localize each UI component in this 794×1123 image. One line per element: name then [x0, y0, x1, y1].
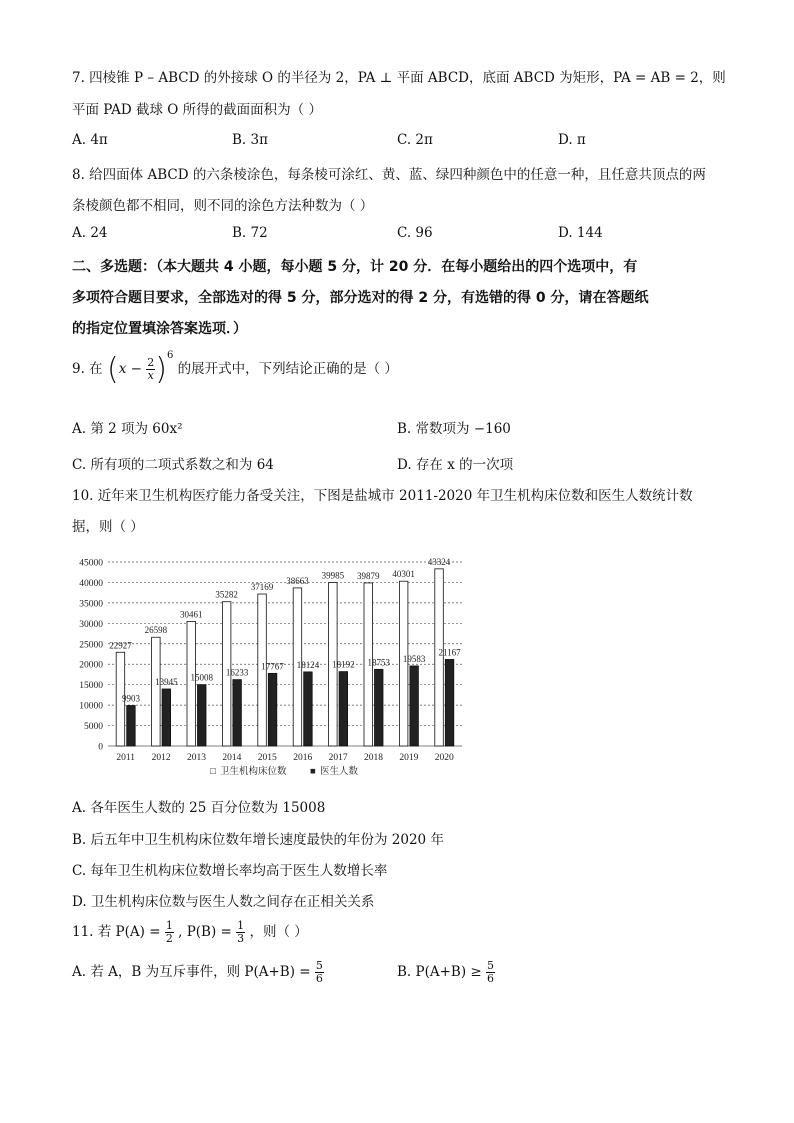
- bar-doctors: [198, 685, 207, 746]
- q9-frac-num: 2: [147, 356, 155, 369]
- legend-marker: □: [210, 767, 216, 777]
- bar-doctors: [339, 672, 348, 746]
- q7-line1: 7. 四棱锥 P – ABCD 的外接球 O 的半径为 2，PA ⊥ 平面 ABCD，底面 ABCD 为矩形，PA = AB = 2，则: [72, 70, 726, 86]
- q9-prefix: 9. 在: [72, 361, 103, 377]
- q8-option-a: A. 24: [72, 225, 108, 241]
- y-tick-label: 15000: [79, 681, 103, 692]
- chart-bars: [109, 557, 461, 746]
- q11-option-a-text: A. 若 A，B 为互斥事件，则 P(A+B) =: [72, 964, 311, 980]
- x-tick-label: 2018: [364, 753, 383, 763]
- bar-label-doctors: 16233: [225, 667, 249, 678]
- q11-option-a: [72, 960, 324, 985]
- bar-label-beds: 43324: [427, 556, 451, 567]
- bar-label-beds: 38663: [286, 575, 309, 586]
- bar-label-doctors: 21167: [438, 647, 461, 658]
- x-tick-label: 2016: [293, 753, 313, 763]
- q11-mid: , P(B) =: [178, 924, 232, 940]
- q8-line2: 条棱颜色都不相同，则不同的涂色方法种数为（ ）: [72, 198, 374, 214]
- q9-exponent: 6: [166, 349, 174, 361]
- bar-doctors: [162, 689, 171, 746]
- q10-line2: 据，则（ ）: [72, 519, 144, 535]
- q9-option-a: A. 第 2 项为 60x²: [72, 421, 183, 437]
- bar-label-doctors: 15008: [190, 672, 213, 683]
- bar-label-doctors: 18192: [332, 659, 355, 670]
- q10-option-a: A. 各年医生人数的 25 百分位数为 15008: [72, 800, 326, 816]
- q8-line1: 8. 给四面体 ABCD 的六条棱涂色，每条棱可涂红、黄、蓝、绿四种颜色中的任意一种，且任意共顶点的两: [72, 167, 706, 183]
- bar-label-doctors: 9903: [121, 693, 140, 704]
- bar-chart: [70, 552, 470, 780]
- section2-line3: 的指定位置填涂答案选项．）: [72, 321, 247, 337]
- q11-option-b-den: 6: [487, 972, 495, 985]
- y-tick-label: 35000: [79, 599, 103, 610]
- q8-option-d: D. 144: [558, 225, 603, 241]
- bar-label-doctors: 19583: [402, 653, 426, 664]
- bar-doctors: [268, 673, 277, 746]
- y-tick-label: 0: [98, 742, 103, 753]
- y-tick-label: 30000: [79, 619, 103, 630]
- bar-label-beds: 30461: [180, 609, 203, 620]
- q9-option-d: D. 存在 x 的一次项: [397, 457, 514, 473]
- legend-marker: ■: [310, 767, 316, 777]
- q11-pa-fraction: [165, 920, 174, 945]
- q8-option-c: C. 96: [397, 225, 433, 241]
- y-tick-label: 25000: [79, 640, 103, 651]
- legend-label: 卫生机构床位数: [220, 767, 287, 777]
- bar-label-beds: 22927: [109, 640, 132, 651]
- q10-option-c: C. 每年卫生机构床位数增长率均高于医生人数增长率: [72, 863, 388, 879]
- q7-option-b: B. 3π: [232, 132, 268, 148]
- q11-option-b-num: 5: [487, 959, 495, 972]
- y-tick-label: 5000: [84, 722, 103, 733]
- q11-stem: [72, 920, 308, 945]
- bar-doctors: [410, 666, 419, 746]
- y-tick-label: 20000: [79, 660, 103, 671]
- q8-option-b: B. 72: [232, 225, 268, 241]
- q11-option-b-fraction: [486, 960, 495, 985]
- bar-label-doctors: 17767: [261, 661, 284, 672]
- y-tick-label: 45000: [79, 558, 103, 569]
- bar-label-beds: 39879: [357, 570, 380, 581]
- q11-option-a-den: 6: [315, 972, 323, 985]
- x-tick-label: 2013: [187, 753, 206, 763]
- q11-pa-num: 1: [165, 919, 173, 932]
- bar-beds: [152, 637, 161, 746]
- q9-option-c: C. 所有项的二项式系数之和为 64: [72, 457, 274, 473]
- q9-suffix: 的展开式中，下列结论正确的是（ ）: [177, 361, 398, 377]
- y-tick-label: 10000: [79, 701, 103, 712]
- q9-frac-den: x: [147, 369, 154, 382]
- q11-suffix: ，则（ ）: [249, 924, 308, 940]
- q10-option-d: D. 卫生机构床位数与医生人数之间存在正相关关系: [72, 894, 375, 910]
- q11-option-a-num: 5: [315, 959, 323, 972]
- bar-beds: [187, 621, 196, 746]
- q9-right-paren: ): [155, 352, 167, 387]
- q10-line1: 10. 近年来卫生机构医疗能力备受关注，下图是盐城市 2011-2020 年卫生机构床位数和医生人数统计数: [72, 488, 693, 504]
- bar-doctors: [304, 672, 313, 746]
- q10-option-b: B. 后五年中卫生机构床位数年增长速度最快的年份为 2020 年: [72, 832, 444, 848]
- q11-pb-den: 3: [237, 932, 245, 945]
- q9-left-paren: (: [106, 352, 119, 387]
- q11-prefix: 11. 若 P(A) =: [72, 924, 161, 940]
- bar-doctors: [233, 680, 242, 746]
- q9-fraction: [146, 357, 155, 382]
- q7-line2: 平面 PAD 截球 O 所得的截面面积为（ ）: [72, 102, 322, 118]
- q7-option-d: D. π: [558, 132, 586, 148]
- chart-legend: [210, 765, 359, 777]
- q11-pa-den: 2: [165, 932, 173, 945]
- q11-option-b-text: B. P(A+B) ≥: [397, 964, 482, 980]
- q11-option-b: [397, 960, 495, 985]
- bar-label-doctors: 18753: [367, 657, 390, 668]
- q7-option-a: A. 4π: [72, 132, 108, 148]
- q7-option-c: C. 2π: [397, 132, 433, 148]
- chart-y-ticks: [79, 559, 103, 753]
- legend-label: 医生人数: [320, 767, 359, 777]
- bar-label-beds: 37169: [250, 582, 274, 593]
- q11-pb-num: 1: [237, 919, 245, 932]
- q9-minus: −: [130, 361, 142, 377]
- q11-pb-fraction: [236, 920, 245, 945]
- bar-doctors: [445, 659, 454, 746]
- bar-label-doctors: 18124: [296, 659, 320, 670]
- chart-x-ticks: [116, 753, 454, 763]
- x-tick-label: 2012: [151, 753, 171, 763]
- q11-option-a-fraction: [315, 960, 324, 985]
- bar-label-beds: 39985: [321, 570, 345, 581]
- bar-label-beds: 40301: [392, 569, 415, 580]
- y-tick-label: 40000: [79, 578, 103, 589]
- x-tick-label: 2020: [434, 753, 454, 763]
- x-tick-label: 2017: [328, 753, 348, 763]
- section2-line1: 二、多选题：（本大题共 4 小题，每小题 5 分，计 20 分．在每小题给出的四个选项中，有: [72, 259, 638, 275]
- x-tick-label: 2019: [399, 753, 419, 763]
- bar-label-beds: 35282: [215, 589, 238, 600]
- x-tick-label: 2014: [222, 753, 242, 763]
- bar-label-beds: 26598: [144, 625, 168, 636]
- q9-x: x: [118, 361, 127, 377]
- q9-option-b: B. 常数项为 −160: [397, 421, 511, 437]
- x-tick-label: 2015: [257, 753, 277, 763]
- bar-label-doctors: 13945: [155, 676, 178, 687]
- section2-line2: 多项符合题目要求，全部选对的得 5 分，部分选对的得 2 分，有选错的得 0 分，请在答题纸: [72, 290, 649, 306]
- x-tick-label: 2011: [116, 753, 136, 763]
- q9-stem: [72, 349, 398, 387]
- bar-doctors: [375, 669, 384, 746]
- bar-doctors: [127, 706, 136, 746]
